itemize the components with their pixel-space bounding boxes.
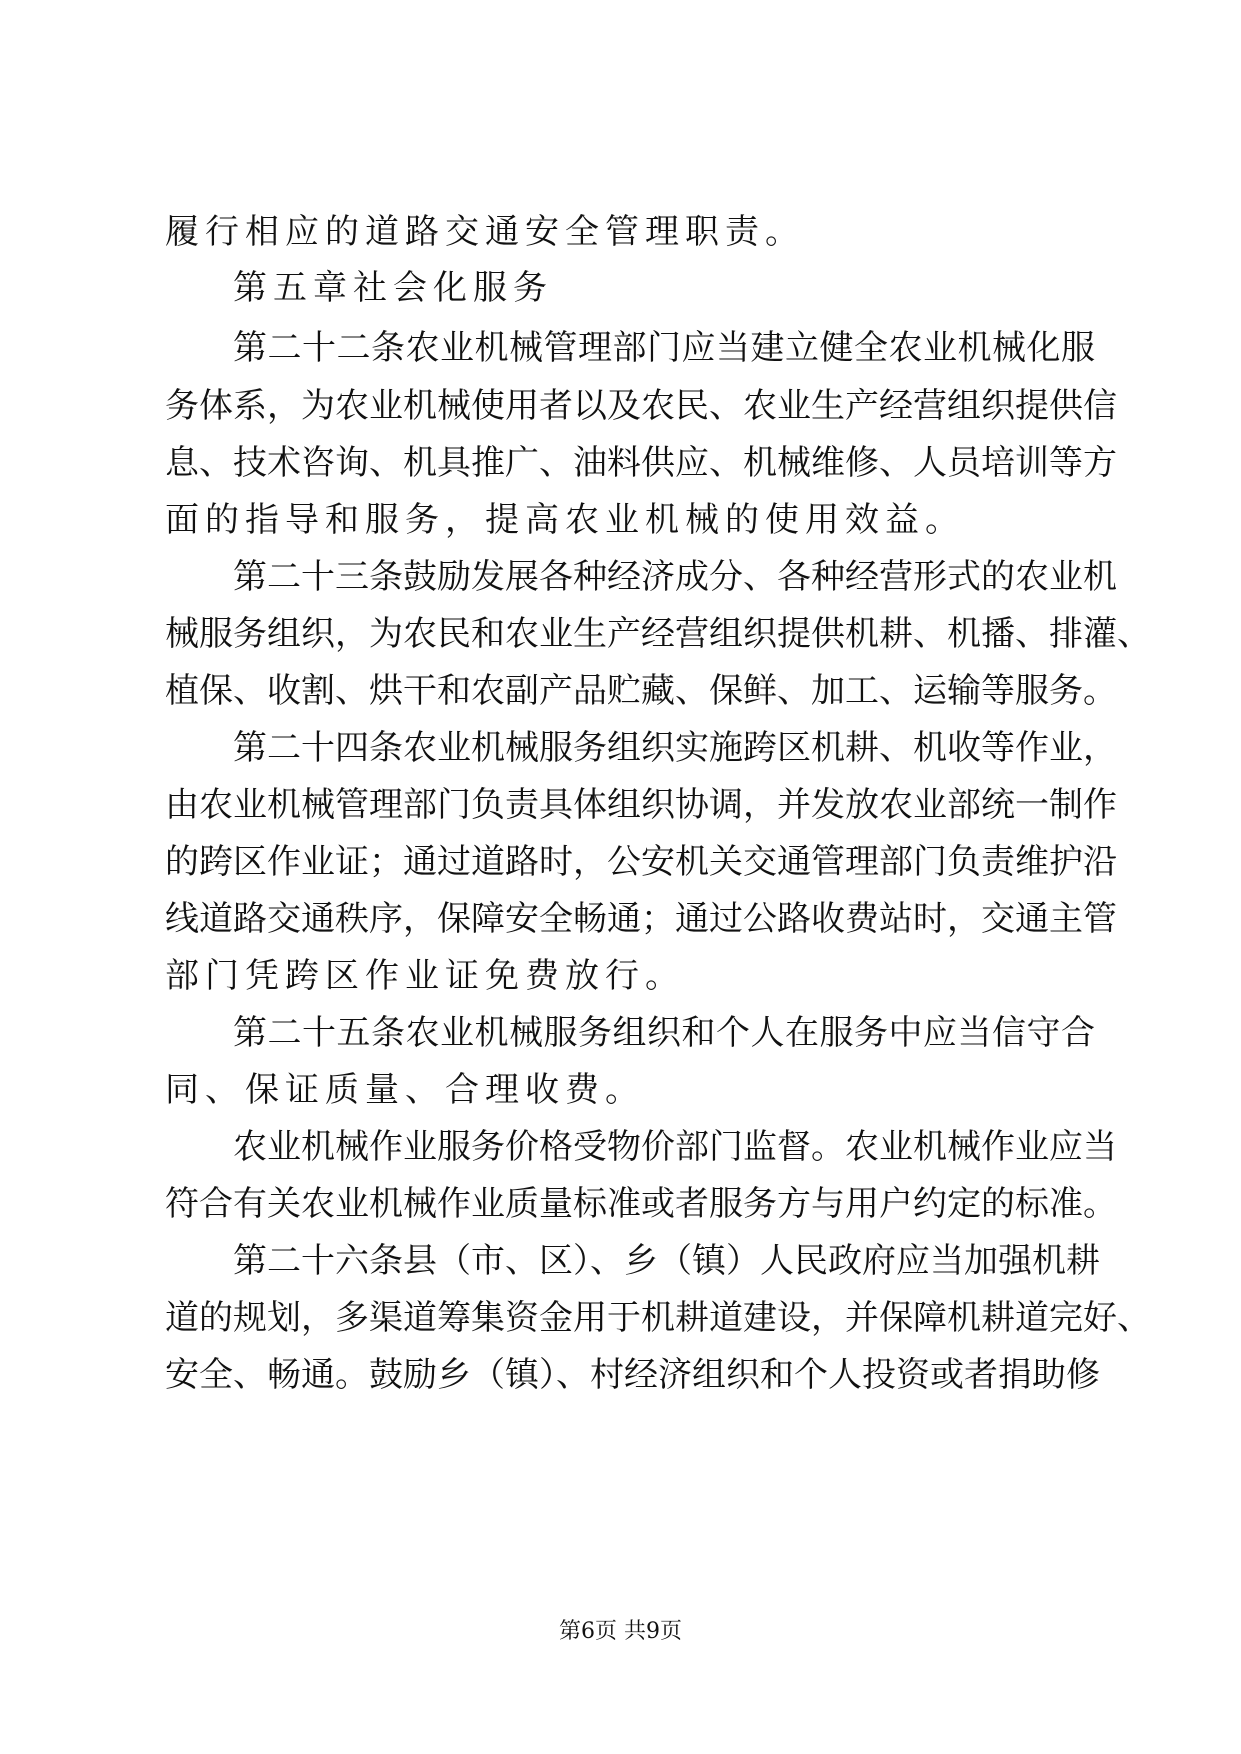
text-line: 第二十五条农业机械服务组织和个人在服务中应当信守合 bbox=[233, 1013, 1095, 1053]
text-line: 植保、收割、烘干和农副产品贮藏、保鲜、加工、运输等服务。 bbox=[165, 671, 1117, 711]
text-line: 第二十四条农业机械服务组织实施跨区机耕、机收等作业， bbox=[233, 728, 1117, 768]
page-number: 第6页 共9页 bbox=[559, 1619, 682, 1644]
text-line: 线道路交通秩序，保障安全畅通；通过公路收费站时，交通主管 bbox=[165, 899, 1117, 939]
text-line: 面的指导和服务，提高农业机械的使用效益。 bbox=[165, 500, 965, 540]
text-line: 履行相应的道路交通安全管理职责。 bbox=[165, 212, 805, 252]
text-line: 第二十三条鼓励发展各种经济成分、各种经营形式的农业机 bbox=[233, 557, 1117, 597]
text-line: 安全、畅通。鼓励乡（镇）、村经济组织和个人投资或者捐助修 bbox=[165, 1355, 1100, 1395]
text-line: 同、保证质量、合理收费。 bbox=[165, 1070, 645, 1110]
text-line: 械服务组织，为农民和农业生产经营组织提供机耕、机播、排灌、 bbox=[165, 614, 1151, 654]
text-line: 务体系，为农业机械使用者以及农民、农业生产经营组织提供信 bbox=[165, 386, 1117, 426]
text-line: 息、技术咨询、机具推广、油料供应、机械维修、人员培训等方 bbox=[165, 443, 1117, 483]
text-line: 第二十二条农业机械管理部门应当建立健全农业机械化服 bbox=[233, 328, 1095, 368]
text-line: 的跨区作业证；通过道路时，公安机关交通管理部门负责维护沿 bbox=[165, 842, 1117, 882]
text-line: 第二十六条县（市、区）、乡（镇）人民政府应当加强机耕 bbox=[233, 1241, 1100, 1281]
text-line: 符合有关农业机械作业质量标准或者服务方与用户约定的标准。 bbox=[165, 1184, 1117, 1224]
text-line: 农业机械作业服务价格受物价部门监督。农业机械作业应当 bbox=[233, 1127, 1117, 1167]
chapter-heading: 第五章社会化服务 bbox=[233, 268, 553, 308]
text-line: 部门凭跨区作业证免费放行。 bbox=[165, 956, 685, 996]
text-line: 由农业机械管理部门负责具体组织协调，并发放农业部统一制作 bbox=[165, 785, 1117, 825]
text-line: 道的规划，多渠道筹集资金用于机耕道建设，并保障机耕道完好、 bbox=[165, 1298, 1151, 1338]
